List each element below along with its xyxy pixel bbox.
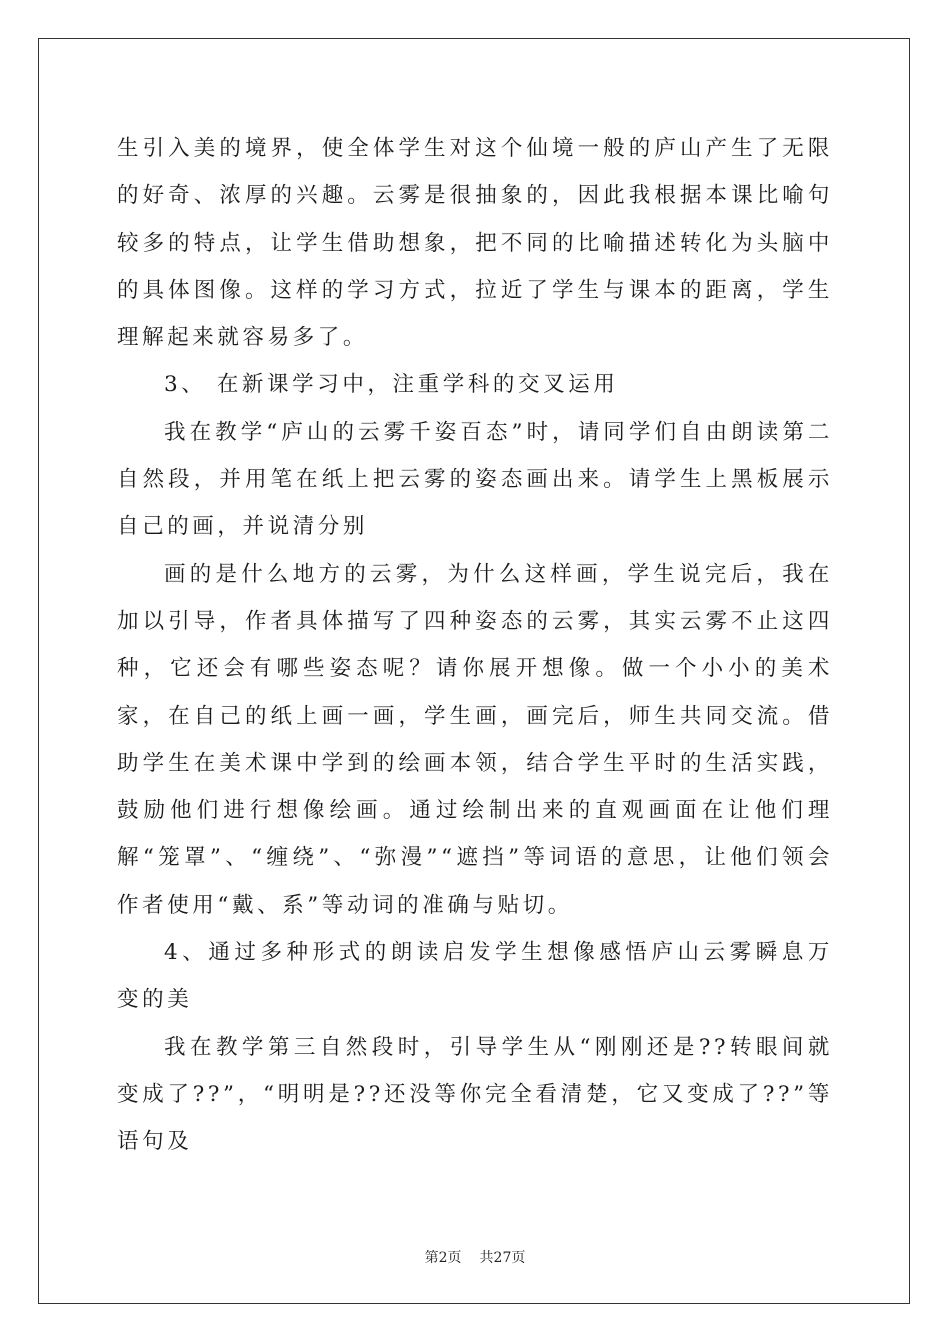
paragraph-6: 我在教学第三自然段时，引导学生从“刚刚还是??转眼间就变成了??”，“明明是??还没等你完全看清楚，它又变成了??”等语句及 (117, 1034, 833, 1155)
paragraph-1: 生引入美的境界，使全体学生对这个仙境一般的庐山产生了无限的好奇、浓厚的兴趣。云雾是很抽象的，因此我根据本课比喻句较多的特点，让学生借助想象，把不同的比喻描述转化为头脑中的具体图像。这样的学习方式，拉近了学生与课本的距离，学生理解起来就容易多了。 (117, 136, 833, 351)
paragraph-2-heading: 3、 在新课学习中，注重学科的交叉运用 (164, 372, 619, 398)
paragraph-4: 画的是什么地方的云雾，为什么这样画，学生说完后，我在加以引导，作者具体描写了四种姿态的云雾，其实云雾不止这四种，它还会有哪些姿态呢？请你展开想像。做一个小小的美术家，在自己的纸上画一画，学生画，画完后，师生共同交流。借助学生在美术课中学到的绘画本领，结合学生平时的生活实践，鼓励他们进行想像绘画。通过绘制出来的直观画面在让他们理解“笼罩”、“缠绕”、“弥漫”“遮挡”等词语的意思，让他们领会作者使用“戴、系”等动词的准确与贴切。 (117, 561, 833, 918)
page-footer (0, 1247, 950, 1267)
document-body (117, 125, 833, 1166)
page-total: 共27页 (479, 1250, 526, 1266)
paragraph-3: 我在教学“庐山的云雾千姿百态”时，请同学们自由朗读第二自然段，并用笔在纸上把云雾的姿态画出来。请学生上黑板展示自己的画，并说清分别 (117, 419, 833, 540)
page-number: 第2页 (424, 1250, 462, 1266)
paragraph-5-heading: 4、通过多种形式的朗读启发学生想像感悟庐山云雾瞬息万变的美 (117, 940, 833, 1013)
